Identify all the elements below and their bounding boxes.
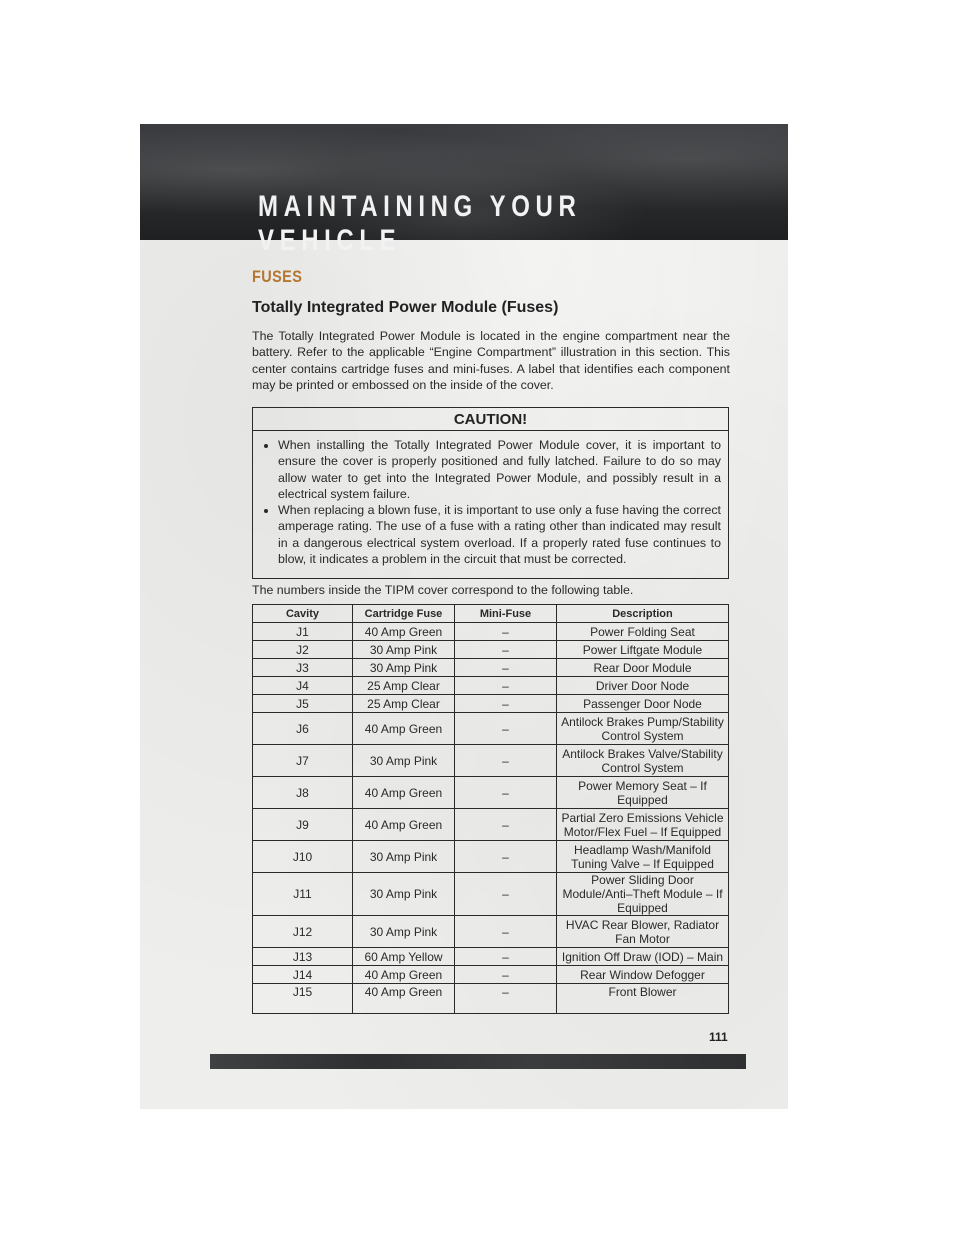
cell-cavity: J11 — [253, 873, 353, 916]
table-row — [253, 695, 729, 713]
cell-mini: – — [455, 713, 557, 745]
cell-cartridge: 40 Amp Green — [353, 623, 455, 641]
cell-description: Antilock Brakes Pump/Stability Control System — [557, 713, 729, 745]
cell-cartridge: 30 Amp Pink — [353, 916, 455, 948]
caution-item: • When installing the Totally Integrated Power Module cover, it is important to ensure the cover is properly positioned and fully latched. Failure to do so may allow water to get into the Integrated Power Module, and possibly result in a electrical system failure. — [278, 437, 721, 502]
cell-mini: – — [455, 984, 557, 1014]
chapter-banner — [140, 124, 788, 257]
table-row — [253, 713, 729, 745]
cell-cavity: J2 — [253, 641, 353, 659]
caution-box — [252, 407, 729, 579]
cell-cartridge: 30 Amp Pink — [353, 641, 455, 659]
chapter-title: MAINTAINING YOUR VEHICLE — [258, 190, 582, 257]
cell-cavity: J8 — [253, 777, 353, 809]
cell-description: Driver Door Node — [557, 677, 729, 695]
header-mini-fuse: Mini-Fuse — [455, 605, 557, 623]
cell-cavity: J3 — [253, 659, 353, 677]
table-row — [253, 948, 729, 966]
cell-description: Power Liftgate Module — [557, 641, 729, 659]
fuse-table — [252, 604, 729, 1014]
cell-cavity: J5 — [253, 695, 353, 713]
cell-cartridge: 40 Amp Green — [353, 809, 455, 841]
cell-cavity: J12 — [253, 916, 353, 948]
cell-cartridge: 30 Amp Pink — [353, 745, 455, 777]
cell-cavity: J14 — [253, 966, 353, 984]
cell-cavity: J13 — [253, 948, 353, 966]
cell-mini: – — [455, 873, 557, 916]
cell-mini: – — [455, 677, 557, 695]
cell-cavity: J15 — [253, 984, 353, 1014]
cell-cartridge: 30 Amp Pink — [353, 841, 455, 873]
table-row — [253, 777, 729, 809]
cell-description: Rear Door Module — [557, 659, 729, 677]
cell-description: Antilock Brakes Valve/Stability Control System — [557, 745, 729, 777]
cell-cartridge: 40 Amp Green — [353, 984, 455, 1014]
table-lead-text: The numbers inside the TIPM cover correspond to the following table. — [252, 583, 634, 597]
cell-mini: – — [455, 777, 557, 809]
table-row — [253, 873, 729, 916]
cell-cartridge: 40 Amp Green — [353, 966, 455, 984]
intro-paragraph: The Totally Integrated Power Module is located in the engine compartment near the battery. Refer to the applicable “Engine Compartment” illustration in this section. This center contains cartridge fuses and mini-fuses. A label that identifies each component may be printed or embossed on the inside of the cover. — [252, 329, 730, 393]
cell-cavity: J4 — [253, 677, 353, 695]
header-cartridge-fuse: Cartridge Fuse — [353, 605, 455, 623]
cell-cavity: J7 — [253, 745, 353, 777]
cell-mini: – — [455, 966, 557, 984]
cell-description: Headlamp Wash/Manifold Tuning Valve – If Equipped — [557, 841, 729, 873]
table-row — [253, 745, 729, 777]
caution-list — [253, 437, 728, 567]
cell-mini: – — [455, 623, 557, 641]
cell-cavity: J10 — [253, 841, 353, 873]
table-row — [253, 984, 729, 1014]
table-row — [253, 623, 729, 641]
cell-description: Power Sliding Door Module/Anti–Theft Module – If Equipped — [557, 873, 729, 916]
caution-item: • When replacing a blown fuse, it is important to use only a fuse having the correct amperage rating. The use of a fuse with a rating other than indicated may result in a dangerous electrical system overload. If a properly rated fuse continues to blow, it indicates a problem in the circuit that must be corrected. — [278, 502, 721, 567]
cell-cartridge: 60 Amp Yellow — [353, 948, 455, 966]
section-title: FUSES — [252, 267, 303, 286]
table-row — [253, 841, 729, 873]
cell-mini: – — [455, 841, 557, 873]
cell-cavity: J1 — [253, 623, 353, 641]
subheading: Totally Integrated Power Module (Fuses) — [252, 299, 559, 316]
table-row — [253, 966, 729, 984]
cell-description: Rear Window Defogger — [557, 966, 729, 984]
header-cavity: Cavity — [253, 605, 353, 623]
page-number: 111 — [709, 1030, 728, 1044]
cell-mini: – — [455, 695, 557, 713]
cell-description: Front Blower — [557, 984, 729, 1014]
table-header-row — [253, 605, 729, 623]
cell-mini: – — [455, 948, 557, 966]
table-row — [253, 916, 729, 948]
cell-cartridge: 30 Amp Pink — [353, 873, 455, 916]
caution-heading: CAUTION! — [253, 408, 728, 431]
table-row — [253, 659, 729, 677]
cell-description: Power Folding Seat — [557, 623, 729, 641]
cell-description: Passenger Door Node — [557, 695, 729, 713]
header-description: Description — [557, 605, 729, 623]
cell-cartridge: 25 Amp Clear — [353, 695, 455, 713]
cell-description: Ignition Off Draw (IOD) – Main — [557, 948, 729, 966]
cell-cartridge: 40 Amp Green — [353, 777, 455, 809]
cell-mini: – — [455, 641, 557, 659]
cell-mini: – — [455, 745, 557, 777]
cell-mini: – — [455, 659, 557, 677]
table-row — [253, 809, 729, 841]
cell-mini: – — [455, 809, 557, 841]
cell-description: HVAC Rear Blower, Radiator Fan Motor — [557, 916, 729, 948]
cell-description: Power Memory Seat – If Equipped — [557, 777, 729, 809]
cell-mini: – — [455, 916, 557, 948]
cell-cartridge: 40 Amp Green — [353, 713, 455, 745]
manual-page — [140, 124, 788, 1109]
table-row — [253, 641, 729, 659]
cell-cavity: J9 — [253, 809, 353, 841]
table-row — [253, 677, 729, 695]
cell-cartridge: 25 Amp Clear — [353, 677, 455, 695]
cell-cavity: J6 — [253, 713, 353, 745]
footer-bar — [210, 1054, 746, 1069]
cell-cartridge: 30 Amp Pink — [353, 659, 455, 677]
cell-description: Partial Zero Emissions Vehicle Motor/Flex Fuel – If Equipped — [557, 809, 729, 841]
